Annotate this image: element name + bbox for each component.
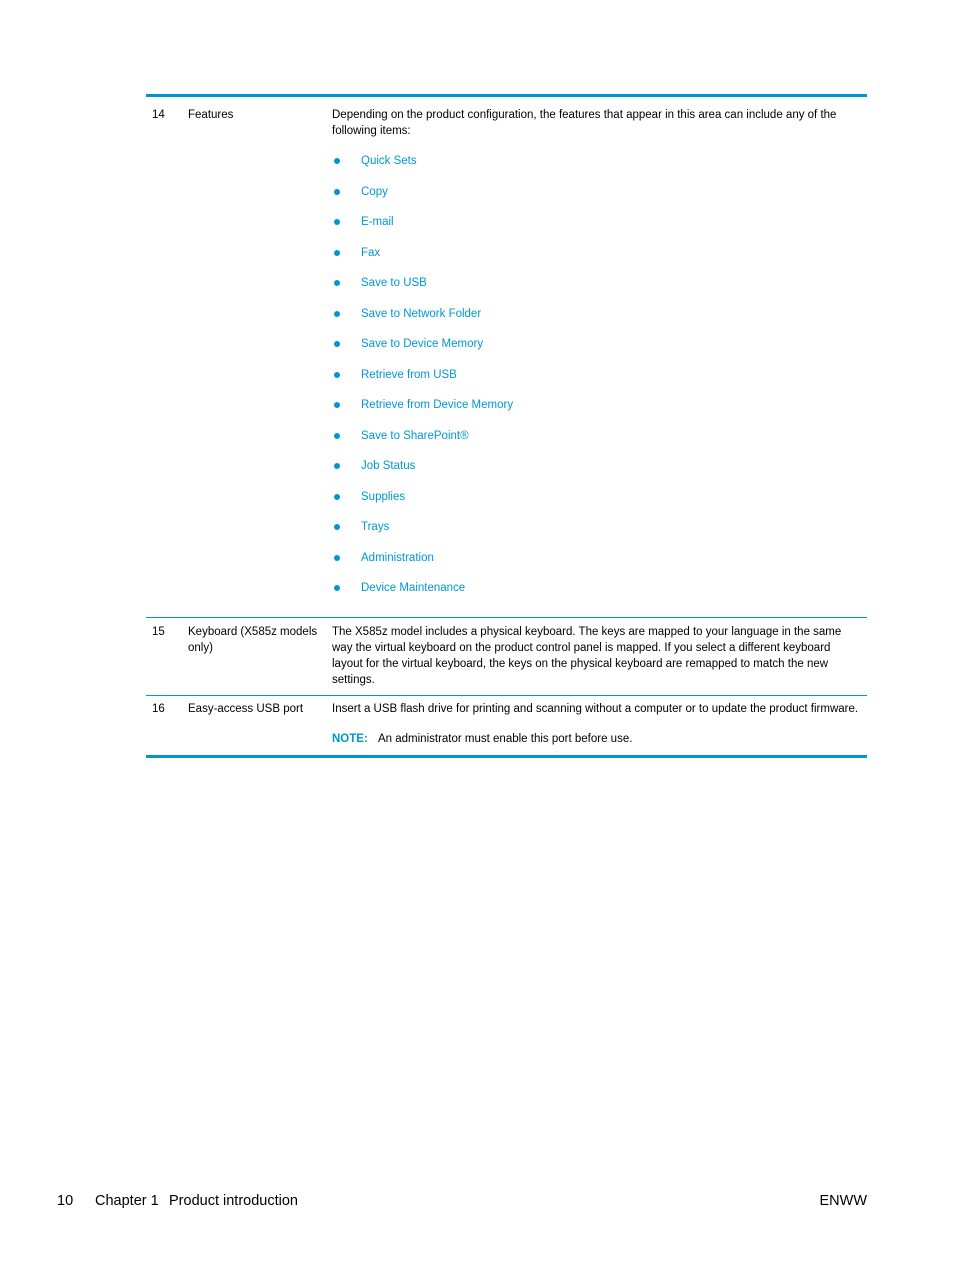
bullet-icon [334, 280, 340, 286]
list-item [332, 184, 862, 215]
list-item [332, 397, 862, 428]
list-item [332, 275, 862, 306]
list-item [332, 428, 862, 459]
feature-link-save-to-sharepoint[interactable]: Save to SharePoint® [361, 429, 469, 442]
row-name: Features [188, 109, 234, 121]
chapter-title: Product introduction [169, 1193, 298, 1209]
component-table [146, 94, 867, 758]
bullet-icon [334, 433, 340, 439]
bullet-icon [334, 250, 340, 256]
bullet-icon [334, 158, 340, 164]
list-item [332, 550, 862, 581]
row-description: The X585z model includes a physical keyboard. The keys are mapped to your language in the same way the virtual keyboard on the product control panel is mapped. If you select a different keyboard layout for the virtual keyboard, the keys on the physical keyboard are remapped to match the new settings. [332, 625, 842, 686]
row-name: Easy-access USB port [188, 702, 304, 715]
bullet-icon [334, 524, 340, 530]
row-number: 16 [152, 702, 165, 715]
list-item [332, 153, 862, 184]
feature-link-device-maintenance[interactable]: Device Maintenance [361, 582, 466, 594]
feature-link-quick-sets[interactable]: Quick Sets [361, 155, 417, 167]
feature-link-copy[interactable]: Copy [361, 185, 388, 198]
list-item [332, 519, 862, 550]
note-label: NOTE: [332, 732, 368, 745]
table-bottom-rule [146, 755, 867, 758]
table-row [146, 695, 867, 755]
table-row [146, 617, 867, 695]
note [332, 731, 862, 747]
list-item [332, 489, 862, 520]
bullet-icon [334, 189, 340, 195]
feature-link-trays[interactable]: Trays [361, 521, 390, 533]
features-intro-text: Depending on the product configuration, the features that appear in this area can include any of the following items: [332, 109, 837, 137]
feature-link-save-to-usb[interactable]: Save to USB [361, 277, 427, 289]
bullet-icon [334, 372, 340, 378]
row-description [332, 701, 862, 747]
table-row [146, 97, 867, 617]
row-name: Keyboard (X585z models only) [188, 625, 318, 654]
row-number: 15 [152, 625, 165, 638]
list-item [332, 306, 862, 337]
row-description [332, 107, 862, 611]
list-item [332, 214, 862, 245]
chapter-label: Chapter 1 [95, 1193, 159, 1209]
feature-link-save-to-network-folder[interactable]: Save to Network Folder [361, 307, 482, 320]
feature-link-administration[interactable]: Administration [361, 551, 434, 564]
bullet-icon [334, 463, 340, 469]
list-item [332, 336, 862, 367]
doc-code: ENWW [819, 1193, 867, 1209]
feature-link-save-to-device-memory[interactable]: Save to Device Memory [361, 338, 484, 350]
note-text: An administrator must enable this port before use. [378, 732, 633, 745]
list-item [332, 580, 862, 611]
bullet-icon [334, 585, 340, 591]
list-item [332, 458, 862, 489]
feature-link-job-status[interactable]: Job Status [361, 460, 416, 472]
bullet-icon [334, 402, 340, 408]
feature-link-retrieve-from-device-memory[interactable]: Retrieve from Device Memory [361, 399, 514, 411]
feature-link-retrieve-from-usb[interactable]: Retrieve from USB [361, 368, 457, 381]
bullet-icon [334, 311, 340, 317]
list-item [332, 245, 862, 276]
feature-link-email[interactable]: E-mail [361, 216, 394, 228]
page-number: 10 [57, 1193, 74, 1209]
list-item [332, 367, 862, 398]
usb-port-description: Insert a USB flash drive for printing and scanning without a computer or to update the product firmware. [332, 702, 859, 715]
bullet-icon [334, 555, 340, 561]
feature-link-fax[interactable]: Fax [361, 246, 381, 259]
row-number: 14 [152, 109, 165, 121]
bullet-icon [334, 219, 340, 225]
bullet-icon [334, 494, 340, 500]
bullet-icon [334, 341, 340, 347]
feature-link-supplies[interactable]: Supplies [361, 490, 406, 503]
features-list [332, 153, 862, 611]
